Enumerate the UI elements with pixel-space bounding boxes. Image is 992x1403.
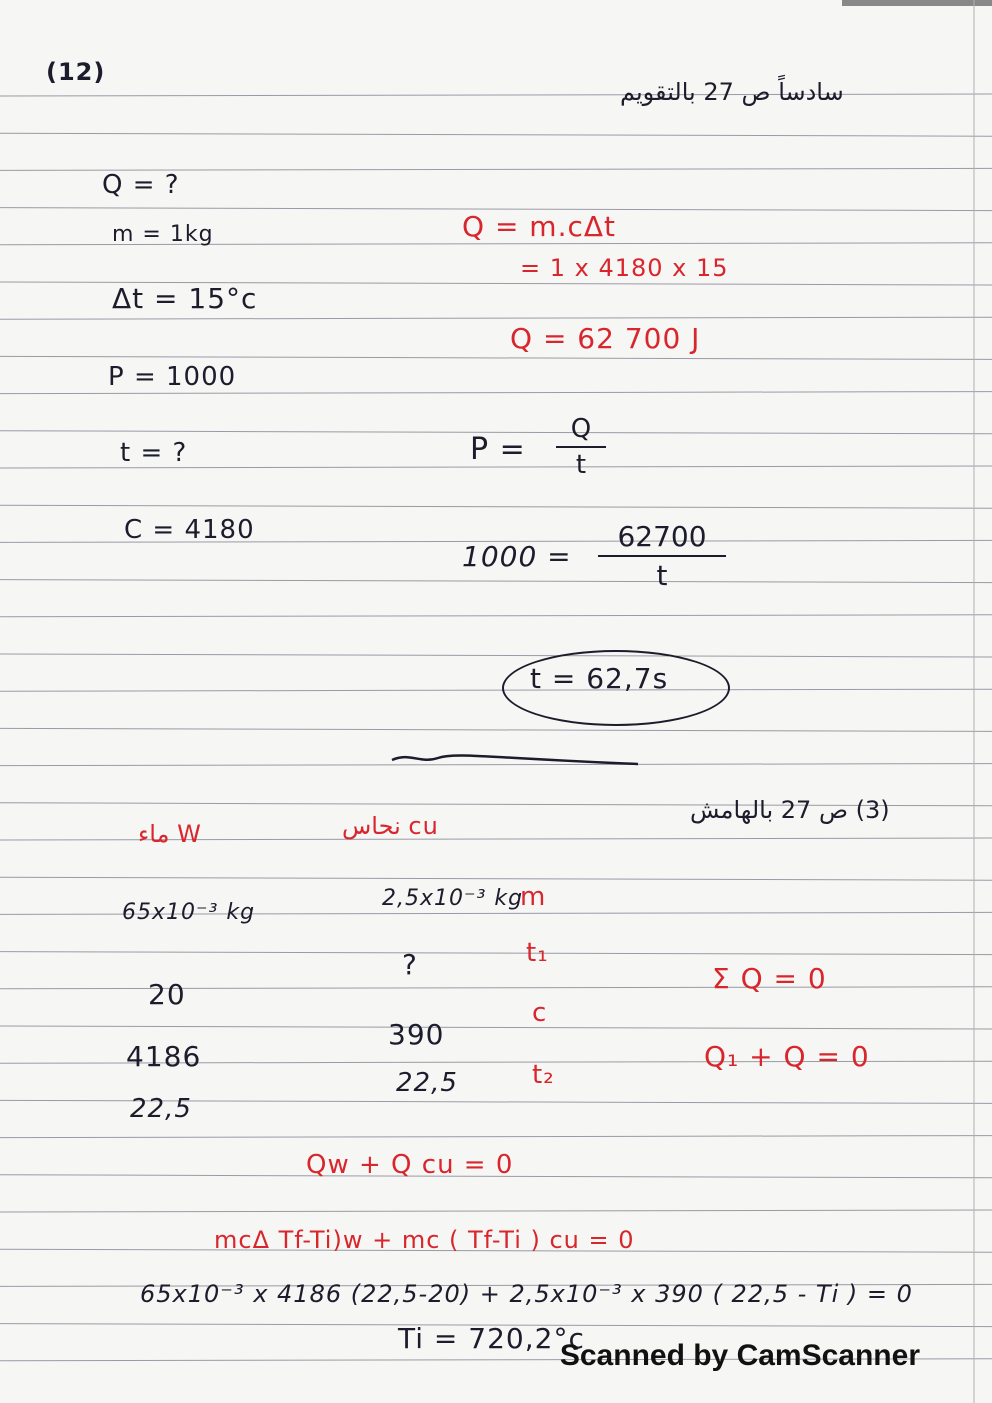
given-P: P = 1000	[108, 362, 237, 392]
given-m: m = 1kg	[112, 222, 214, 247]
given-Q: Q = ?	[102, 170, 180, 200]
ruled-line	[0, 689, 992, 691]
ruled-line	[0, 1026, 992, 1029]
question2-title: (3) ص 27 بالهامش	[690, 796, 890, 824]
final-answer: Ti = 720,2°c	[398, 1322, 585, 1355]
copper-t1: ?	[402, 948, 418, 981]
given-C: C = 4180	[124, 515, 255, 545]
heat-balance: Qw + Q cu = 0	[306, 1150, 514, 1180]
formula-Q: Q = m.cΔt	[462, 210, 617, 243]
fraction-bar	[598, 555, 726, 557]
eq-fraction	[598, 520, 726, 592]
sum-equation-2: Q₁ + Q = 0	[704, 1040, 870, 1073]
column-copper: نحاس cu	[342, 812, 439, 840]
ruled-line	[0, 317, 992, 319]
ruled-line	[0, 580, 992, 583]
ruled-line	[0, 1136, 992, 1138]
question-title: سادساً ص 27 بالتقويم	[620, 78, 844, 106]
copper-mass: 2,5x10⁻³ kg	[382, 886, 524, 911]
expanded-equation: mcΔ Tf-Ti)w + mc ( Tf-Ti ) cu = 0	[214, 1226, 635, 1254]
power-left: P =	[470, 432, 526, 467]
ruled-line	[0, 728, 992, 731]
eq-numerator: 62700	[617, 520, 707, 553]
ruled-line	[0, 133, 992, 136]
power-fraction	[556, 414, 606, 480]
sum-equation: Σ Q = 0	[712, 962, 827, 995]
substitution: = 1 x 4180 x 15	[520, 254, 729, 282]
ruled-line	[0, 877, 992, 880]
symbol-m: m	[520, 882, 547, 912]
ruled-line	[0, 952, 992, 955]
water-t2: 22,5	[130, 1094, 192, 1124]
power-numerator: Q	[570, 414, 592, 444]
symbol-t1: t₁	[526, 938, 549, 968]
power-denominator: t	[575, 450, 587, 480]
water-c: 4186	[126, 1040, 202, 1073]
symbol-c: c	[532, 998, 548, 1028]
symbol-t2: t₂	[532, 1060, 555, 1090]
ruled-line	[0, 356, 992, 359]
eq-denominator: t	[656, 559, 668, 592]
numeric-equation: 65x10⁻³ x 4186 (22,5-20) + 2,5x10⁻³ x 390 ( 22,5 - Ti ) = 0	[140, 1280, 913, 1308]
given-dt: Δt = 15°c	[112, 282, 258, 315]
separator-squiggle	[390, 748, 640, 772]
answer-t: t = 62,7s	[530, 662, 669, 695]
copper-c: 390	[388, 1018, 445, 1051]
water-t1: 20	[148, 978, 186, 1011]
camscanner-watermark: Scanned by CamScanner	[559, 1339, 920, 1372]
ruled-line	[0, 1210, 992, 1212]
page-number: (12)	[46, 58, 106, 86]
eq-left: 1000 =	[462, 540, 572, 573]
ruled-line	[0, 654, 992, 657]
given-t: t = ?	[120, 438, 188, 468]
column-water: ماء W	[138, 820, 202, 848]
copper-t2: 22,5	[396, 1068, 458, 1098]
water-mass: 65x10⁻³ kg	[122, 900, 256, 925]
ruled-line	[0, 615, 992, 617]
fraction-bar	[556, 446, 606, 448]
ruled-line	[0, 505, 992, 508]
result-Q: Q = 62 700 J	[510, 322, 701, 355]
